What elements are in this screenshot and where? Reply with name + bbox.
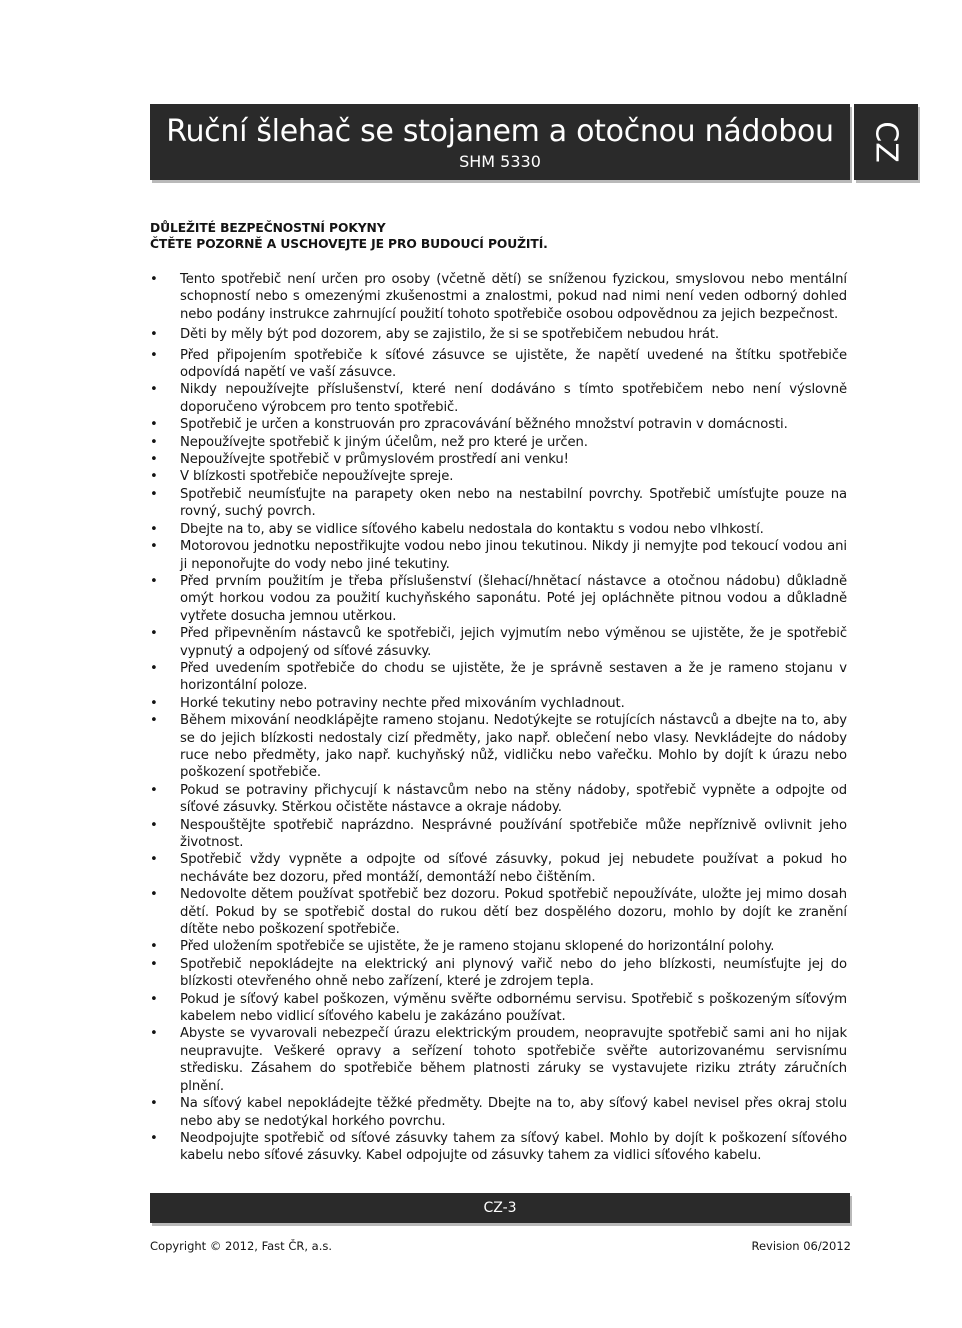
- copyright-notice: Copyright © 2012, Fast ČR, a.s.: [150, 1239, 333, 1253]
- bullet-icon: •: [150, 852, 158, 868]
- list-item: [150, 782, 847, 817]
- bullet-icon: •: [150, 272, 158, 287]
- bullet-icon: •: [150, 434, 158, 450]
- list-item: [150, 660, 847, 695]
- list-item: [150, 573, 847, 625]
- list-item: [150, 695, 847, 712]
- bullet-icon: •: [150, 695, 158, 711]
- bullet-icon: •: [150, 956, 158, 972]
- list-item: [150, 625, 847, 660]
- header-bar: [150, 104, 850, 180]
- bullet-icon: •: [150, 991, 158, 1007]
- list-item-text: Před připojením spotřebiče k síťové zásuvce se ujistěte, že napětí uvedené na štítku spotřebiče odpovídá napětí ve vaší zásuvce.: [180, 347, 847, 381]
- list-item: [150, 326, 847, 343]
- list-item-text: Před připevněním nástavců ke spotřebiči, jejich vyjmutím nebo výměnou se ujistěte, že je spotřebič vypnutý a odpojený od síťové zásuvky.: [180, 626, 847, 659]
- list-item-text: Nedovolte dětem používat spotřebič bez dozoru. Pokud spotřebič nepoužíváte, uložte jej mimo dosah dětí. Pokud by se spotřebič dostal do rukou dětí bez dospělého dozoru, mohlo by dojít ke zranění dítěte nebo poškození spotřebiče.: [180, 887, 847, 938]
- list-item-text: Během mixování neodklápějte rameno stojanu. Nedotýkejte se rotujících nástavců a dbejte na to, aby se do jejich blízkosti nedostaly cizí předměty, jako např. oblečení nebo vlasy. Nevkládejte do nádoby ruce nebo předměty, jako např. kuchyňský nůž, vidličku nebo vařečku. Mohlo by dojít k úrazu nebo poškození spotřebiče.: [180, 713, 847, 781]
- bullet-icon: •: [150, 1026, 158, 1042]
- language-tab-label: CZ: [868, 121, 904, 163]
- bullet-icon: •: [150, 626, 158, 642]
- list-item-text: Nepoužívejte spotřebič k jiným účelům, než pro které je určen.: [180, 434, 588, 450]
- list-item-text: Před uložením spotřebiče se ujistěte, že je rameno stojanu sklopené do horizontální polohy.: [180, 939, 775, 955]
- bullet-icon: •: [150, 1130, 158, 1146]
- safety-heading-line2: ČTĚTE POZORNĚ A USCHOVEJTE JE PRO BUDOUCÍ POUŽITÍ.: [150, 237, 548, 251]
- bullet-icon: •: [150, 521, 158, 537]
- list-item: [150, 817, 847, 852]
- list-item: [150, 1095, 847, 1130]
- list-item: [150, 938, 847, 955]
- list-item: [150, 486, 847, 521]
- list-item-text: Spotřebič vždy vypněte a odpojte od síťové zásuvky, pokud jej nebudete používat a pokud ho necháváte bez dozoru, před montáží, demontáží nebo čištěním.: [180, 852, 847, 885]
- list-item: [150, 347, 847, 382]
- list-item: [150, 991, 847, 1026]
- list-item-text: V blízkosti spotřebiče nepoužívejte spreje.: [180, 469, 454, 485]
- list-item: [150, 434, 847, 451]
- bullet-icon: •: [150, 817, 158, 833]
- list-item-text: Pokud se potraviny přichycují k nástavcům nebo na stěny nádoby, spotřebič vypněte a odpojte od síťové zásuvky. Stěrkou očistěte nástavce a okraje nádoby.: [180, 782, 847, 816]
- list-item-text: Neodpojujte spotřebič od síťové zásuvky tahem za síťový kabel. Mohlo by dojít k poškození síťového kabelu nebo síťové zásuvky. Kabel odpojujte od zásuvky tahem za vidlici síťového kabelu.: [180, 1130, 847, 1164]
- bullet-icon: •: [150, 417, 158, 433]
- footer-bar: [150, 1193, 850, 1223]
- bullet-icon: •: [150, 713, 158, 729]
- list-item: [150, 416, 847, 433]
- list-item: [150, 886, 847, 938]
- list-item-text: Spotřebič neumísťujte na parapety oken nebo na nestabilní povrchy. Spotřebič umísťujte pouze na rovný, suchý povrch.: [180, 486, 847, 520]
- safety-heading: [150, 220, 850, 252]
- list-item: [150, 468, 847, 485]
- bullet-icon: •: [150, 887, 158, 903]
- bullet-icon: •: [150, 939, 158, 955]
- page-title: Ruční šlehač se stojanem a otočnou nádobou: [166, 114, 834, 149]
- list-item: [150, 271, 847, 323]
- list-item-text: Horké tekutiny nebo potraviny nechte před mixováním vychladnout.: [180, 695, 625, 711]
- bullet-icon: •: [150, 660, 158, 676]
- revision-label: Revision 06/2012: [751, 1239, 851, 1253]
- bullet-icon: •: [150, 486, 158, 502]
- bullet-icon: •: [150, 573, 158, 589]
- list-item-text: Nespouštějte spotřebič naprázdno. Nesprávné používání spotřebiče může nepříznivě ovlivnit jeho životnost.: [180, 817, 847, 850]
- bullet-icon: •: [150, 1096, 158, 1112]
- list-item-text: Na síťový kabel nepokládejte těžké předměty. Dbejte na to, aby síťový kabel nevisel přes okraj stolu nebo aby se nedotýkal horkého povrchu.: [180, 1096, 847, 1129]
- bullet-icon: •: [150, 452, 158, 468]
- list-item: [150, 1130, 847, 1165]
- list-item: [150, 956, 847, 991]
- bullet-icon: •: [150, 347, 158, 363]
- list-item: [150, 381, 847, 416]
- list-item: [150, 851, 847, 886]
- safety-instructions-list: [150, 271, 847, 1165]
- bullet-icon: •: [150, 539, 158, 555]
- list-item-text: Pokud je síťový kabel poškozen, výměnu svěřte odbornému servisu. Spotřebič s poškozeným síťovým kabelem nebo vidlicí síťového kabelu je zakázáno používat.: [180, 991, 847, 1025]
- list-item-text: Tento spotřebič není určen pro osoby (včetně dětí) se sníženou fyzickou, smyslovou nebo mentální schopností nebo s omezenými zkušenostmi a znalostmi, pokud nad nimi není veden odborný dohled nebo podány instrukce zahrnující použití tohoto spotřebiče osobou odpovědnou za jejich bezpečnost.: [180, 272, 847, 322]
- list-item: [150, 712, 847, 782]
- list-item-text: Nikdy nepoužívejte příslušenství, které není dodáváno s tímto spotřebičem nebo není výslovně doporučeno výrobcem pro tento spotřebič.: [180, 382, 847, 415]
- list-item-text: Motorovou jednotku nepostřikujte vodou nebo jinou tekutinou. Nikdy ji nemyjte pod tekoucí vodou ani ji neponořujte do vody nebo jiné tekutiny.: [180, 539, 847, 572]
- bullet-icon: •: [150, 782, 158, 798]
- language-tab: [854, 104, 918, 180]
- list-item-text: Spotřebič je určen a konstruován pro zpracovávání běžného množství potravin v domácnosti.: [180, 417, 788, 433]
- list-item-text: Před uvedením spotřebiče do chodu se ujistěte, že je správně sestaven a že je rameno stojanu v horizontální poloze.: [180, 660, 847, 694]
- list-item-text: Před prvním použitím je třeba příslušenství (šlehací/hnětací nástavce a otočnou nádobu) důkladně omýt horkou vodou za použití kuchyňského saponátu. Poté jej opláchněte pitnou vodou a důkladně vytřete dosucha jemnou utěrkou.: [180, 573, 847, 624]
- list-item: [150, 1025, 847, 1095]
- list-item-text: Nepoužívejte spotřebič v průmyslovém prostředí ani venku!: [180, 452, 569, 468]
- bullet-icon: •: [150, 469, 158, 485]
- list-item-text: Spotřebič nepokládejte na elektrický ani plynový vařič nebo do jeho blízkosti, neumísťujte jej do blízkosti otevřeného ohně nebo zařízení, které je zdrojem tepla.: [180, 956, 847, 990]
- bullet-icon: •: [150, 382, 158, 398]
- list-item-text: Děti by měly být pod dozorem, aby se zajistilo, že si se spotřebičem nebudou hrát.: [180, 327, 720, 343]
- model-number: SHM 5330: [459, 152, 541, 171]
- list-item-text: Abyste se vyvarovali nebezpečí úrazu elektrickým proudem, neopravujte spotřebič sami ani ho nijak neupravujte. Veškeré opravy a seřízení tohoto spotřebiče svěřte autorizovanému servisnímu středisku. Zásahem do spotřebiče během platnosti záruky se vystavujete riziku ztráty záručních plnění.: [180, 1026, 847, 1094]
- page-number: CZ-3: [483, 1200, 517, 1216]
- list-item: [150, 451, 847, 468]
- bullet-icon: •: [150, 327, 158, 343]
- safety-heading-line1: DŮLEŽITÉ BEZPEČNOSTNÍ POKYNY: [150, 221, 386, 235]
- list-item: [150, 538, 847, 573]
- list-item: [150, 521, 847, 538]
- list-item-text: Dbejte na to, aby se vidlice síťového kabelu nedostala do kontaktu s vodou nebo vlhkostí.: [180, 521, 764, 537]
